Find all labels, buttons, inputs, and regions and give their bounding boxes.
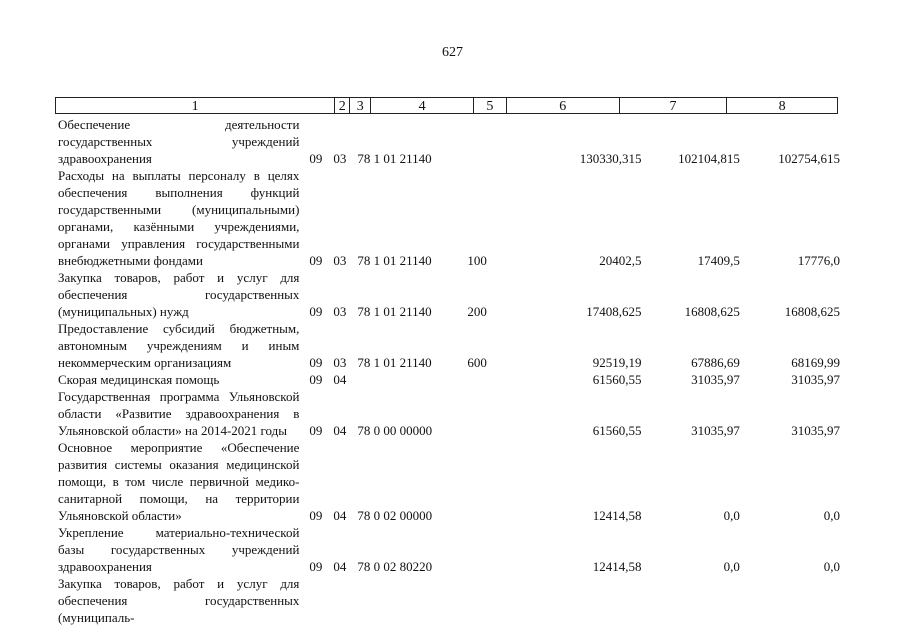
header-col-1: 1	[56, 98, 335, 113]
row-value-8: 68169,99	[791, 355, 840, 370]
row-name: Государственная программа Ульяновской области «Развитие здравоохранения в Ульяновской области» на 2014-2021 годы	[58, 389, 300, 438]
row-value-6: 17408,625	[586, 304, 642, 319]
row-target-code: 78 0 02 00000	[357, 508, 433, 523]
row-name: Предоставление субсидий бюджетным, автономным учреждениям и иным некоммерческим организациям	[58, 321, 300, 370]
row-section: 09	[309, 253, 323, 268]
header-col-8: 8	[778, 99, 786, 114]
row-value-6: 61560,55	[592, 423, 642, 438]
header-col-4: 4	[371, 98, 474, 113]
row-section: 09	[309, 559, 323, 574]
header-col-2: 2	[335, 98, 350, 113]
row-expense-type: 600	[467, 355, 487, 370]
table-row	[58, 524, 840, 575]
row-section: 09	[309, 355, 323, 370]
table-row	[58, 167, 840, 269]
row-target-code: 78 1 01 21140	[357, 304, 432, 319]
row-value-8: 17776,0	[797, 253, 840, 268]
row-target-code: 78 1 01 21140	[357, 151, 432, 166]
row-value-6: 20402,5	[599, 253, 642, 268]
row-subsection: 03	[333, 151, 347, 166]
row-target-code: 78 1 01 21140	[357, 355, 432, 370]
table-row	[58, 439, 840, 524]
row-value-6: 61560,55	[592, 372, 642, 387]
page-number: 627	[442, 45, 463, 60]
row-expense-type	[467, 507, 507, 524]
row-section: 09	[309, 372, 323, 387]
row-value-8: 0,0	[823, 559, 840, 574]
row-value-7: 17409,5	[697, 253, 740, 268]
row-expense-type	[467, 371, 507, 388]
row-value-6: 12414,58	[592, 508, 642, 523]
row-value-8: 31035,97	[791, 372, 840, 387]
row-subsection: 04	[333, 559, 347, 574]
header-col-7: 7	[620, 98, 728, 113]
row-subsection: 03	[333, 304, 347, 319]
table-row	[58, 269, 840, 320]
row-value-6: 130330,315	[579, 151, 642, 166]
row-section: 09	[309, 151, 323, 166]
row-target-code: 78 1 01 21140	[357, 253, 432, 268]
row-name: Расходы на выплаты персоналу в целях обеспечения выполнения функций государственными (муниципальными) органами, казёнными учреждениями, органами управления государственными внебюджетными фондами	[58, 168, 300, 268]
row-subsection: 04	[333, 508, 347, 523]
header-col-3: 3	[350, 98, 371, 113]
row-target-code: 78 0 02 80220	[357, 559, 433, 574]
row-value-7: 0,0	[723, 508, 740, 523]
header-col-6: 6	[507, 98, 620, 113]
row-expense-type	[467, 422, 507, 439]
row-value-8: 102754,615	[778, 151, 840, 166]
row-expense-type	[467, 558, 507, 575]
row-section: 09	[309, 508, 323, 523]
row-subsection: 03	[333, 355, 347, 370]
table-row	[58, 320, 840, 371]
row-section: 09	[309, 304, 323, 319]
table-row	[58, 575, 840, 626]
row-name: Закупка товаров, работ и услуг для обеспечения государственных (муниципальных) нужд	[58, 270, 300, 319]
row-name: Укрепление материально-технической базы государственных учреждений здравоохранения	[58, 525, 300, 574]
row-subsection: 04	[333, 423, 347, 438]
row-value-7: 67886,69	[691, 355, 740, 370]
header-col-5: 5	[474, 98, 507, 113]
row-value-7: 31035,97	[691, 372, 740, 387]
row-expense-type: 200	[467, 304, 487, 319]
row-value-8: 0,0	[823, 508, 840, 523]
row-value-7: 31035,97	[691, 423, 740, 438]
row-expense-type	[467, 150, 507, 167]
row-value-7: 102104,815	[678, 151, 740, 166]
row-value-8: 16808,625	[784, 304, 840, 319]
row-name: Обеспечение деятельности государственных учреждений здравоохранения	[58, 117, 300, 166]
row-value-8: 31035,97	[791, 423, 840, 438]
row-value-7: 16808,625	[684, 304, 740, 319]
table-header	[55, 97, 838, 114]
row-target-code	[357, 371, 467, 388]
table-row	[58, 371, 840, 388]
row-name: Закупка товаров, работ и услуг для обеспечения государственных (муниципаль-	[58, 576, 300, 625]
row-expense-type: 100	[467, 253, 487, 268]
row-subsection: 04	[333, 372, 347, 387]
row-target-code: 78 0 00 00000	[357, 423, 433, 438]
row-value-7: 0,0	[723, 559, 740, 574]
row-subsection: 03	[333, 253, 347, 268]
row-section: 09	[309, 423, 323, 438]
table-row	[58, 388, 840, 439]
row-value-6: 12414,58	[592, 559, 642, 574]
table-row	[58, 116, 840, 167]
row-name: Скорая медицинская помощь	[58, 372, 220, 387]
row-name: Основное мероприятие «Обеспечение развития системы оказания медицинской помощи, в том числе первичной медико-санитарной помощи, на территории Ульяновской области»	[58, 440, 300, 523]
table-body	[58, 116, 840, 626]
row-value-6: 92519,19	[592, 355, 642, 370]
